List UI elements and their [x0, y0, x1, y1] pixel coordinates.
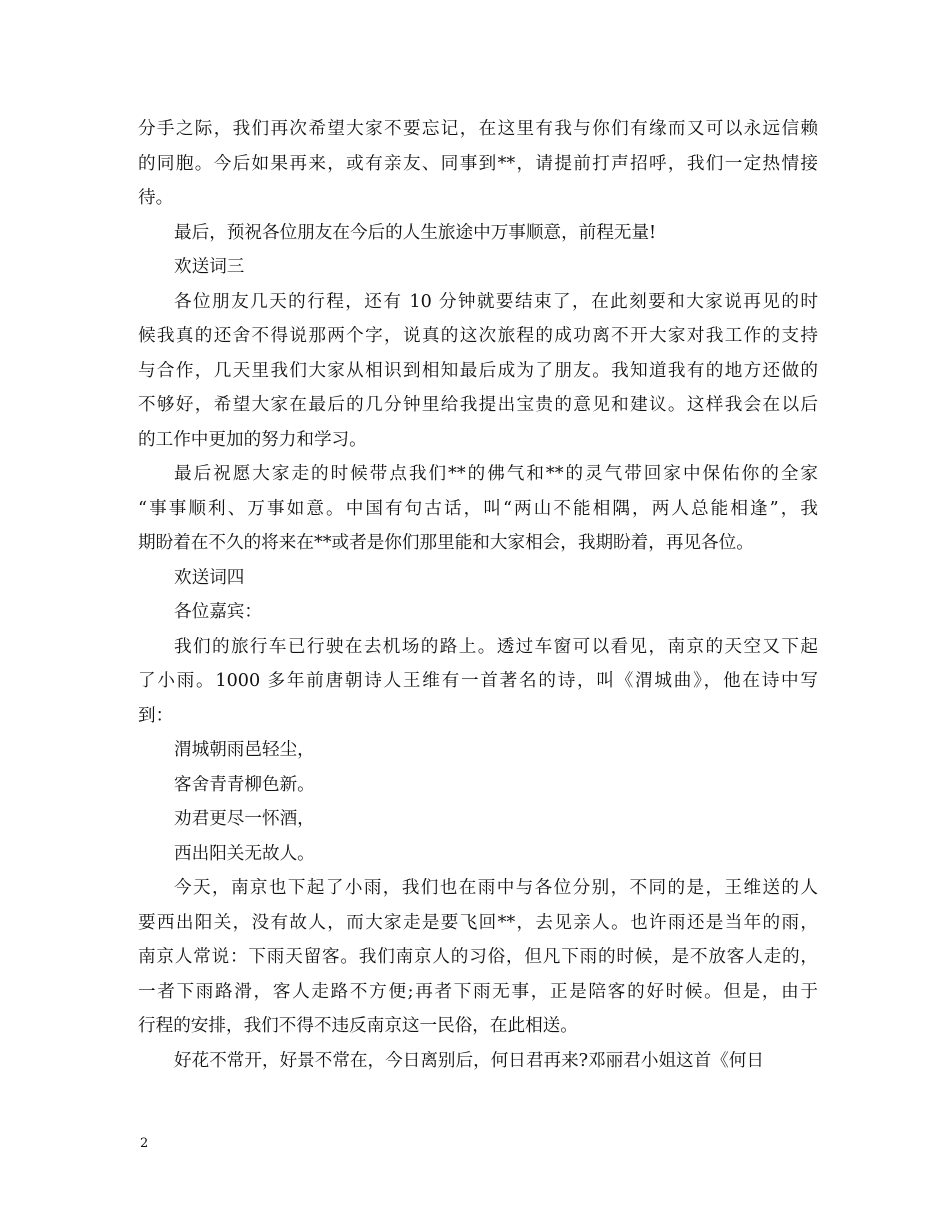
text-line: 渭城朝雨邑轻尘，	[174, 740, 315, 760]
text-line: 今天，南京也下起了小雨，我们也在雨中与各位分别，不同的是，王维送的人	[174, 878, 818, 898]
paragraph	[138, 630, 818, 734]
paragraph	[138, 837, 818, 872]
text-line: “事事顺利、万事如意。中国有句古话，叫“两山不能相隅，两人总能相逢”，我	[138, 498, 818, 519]
page-number: 2	[140, 1136, 149, 1151]
text-line: 要西出阳关，没有故人，而大家走是要飞回**，去见亲人。也许雨还是当年的雨，	[138, 912, 818, 933]
text-line: 南京人常说：下雨天留客。我们南京人的习俗，但凡下雨的时候，是不放客人走的，	[138, 947, 818, 967]
text-line: 好花不常开，好景不常在，今日离别后，何日君再来?邓丽君小姐这首《何日	[174, 1050, 765, 1071]
text-line: 欢送词三	[174, 257, 245, 277]
text-line: 我们的旅行车已行驶在去机场的路上。透过车窗可以看见，南京的天空又下起	[174, 636, 818, 657]
text-line: 分手之际，我们再次希望大家不要忘记，在这里有我与你们有缘而又可以永远信赖	[138, 119, 818, 139]
paragraph	[138, 1044, 818, 1079]
text-line: 欢送词四	[174, 567, 245, 588]
paragraph	[138, 871, 818, 1044]
text-line: 最后祝愿大家走的时候带点我们**的佛气和**的灵气带回家中保佑你的全家	[174, 464, 818, 484]
text-line: 最后，预祝各位朋友在今后的人生旅途中万事顺意，前程无量!	[174, 222, 657, 243]
paragraph	[138, 733, 818, 768]
text-line: 到：	[138, 705, 174, 726]
paragraph	[138, 802, 818, 837]
text-line: 劝君更尽一怀酒，	[174, 809, 315, 829]
text-line: 西出阳关无故人。	[174, 843, 315, 864]
paragraph	[138, 285, 818, 458]
paragraph	[138, 561, 818, 596]
text-line: 的工作中更加的努力和学习。	[138, 429, 367, 450]
text-line: 各位朋友几天的行程，还有 10 分钟就要结束了，在此刻要和大家说再见的时	[174, 291, 818, 312]
text-line: 各位嘉宾：	[174, 602, 262, 622]
text-line: 了小雨。1000 多年前唐朝诗人王维有一首著名的诗，叫《渭城曲》，他在诗中写	[138, 671, 818, 691]
text-line: 行程的安排，我们不得不违反南京这一民俗，在此相送。	[138, 1016, 578, 1036]
text-line: 的同胞。今后如果再来，或有亲友、同事到**，请提前打声招呼，我们一定热情接	[138, 153, 818, 174]
text-line: 不够好，希望大家在最后的几分钟里给我提出宝贵的意见和建议。这样我会在以后	[138, 395, 818, 415]
text-line: 期盼着在不久的将来在**或者是你们那里能和大家相会，我期盼着，再见各位。	[138, 533, 754, 553]
paragraph	[138, 595, 818, 630]
body-text	[138, 112, 818, 1078]
text-line: 客舍青青柳色新。	[174, 774, 315, 795]
paragraph	[138, 768, 818, 803]
text-line: 与合作，几天里我们大家从相识到相知最后成为了朋友。我知道我有的地方还做的	[138, 360, 818, 381]
paragraph	[138, 216, 818, 251]
paragraph	[138, 250, 818, 285]
text-line: 候我真的还舍不得说那两个字，说真的这次旅程的成功离不开大家对我工作的支持	[138, 326, 818, 346]
paragraph	[138, 457, 818, 561]
text-line: 待。	[138, 188, 174, 208]
paragraph	[138, 112, 818, 216]
text-line: 一者下雨路滑，客人走路不方便;再者下雨无事，正是陪客的好时候。但是，由于	[138, 981, 818, 1002]
